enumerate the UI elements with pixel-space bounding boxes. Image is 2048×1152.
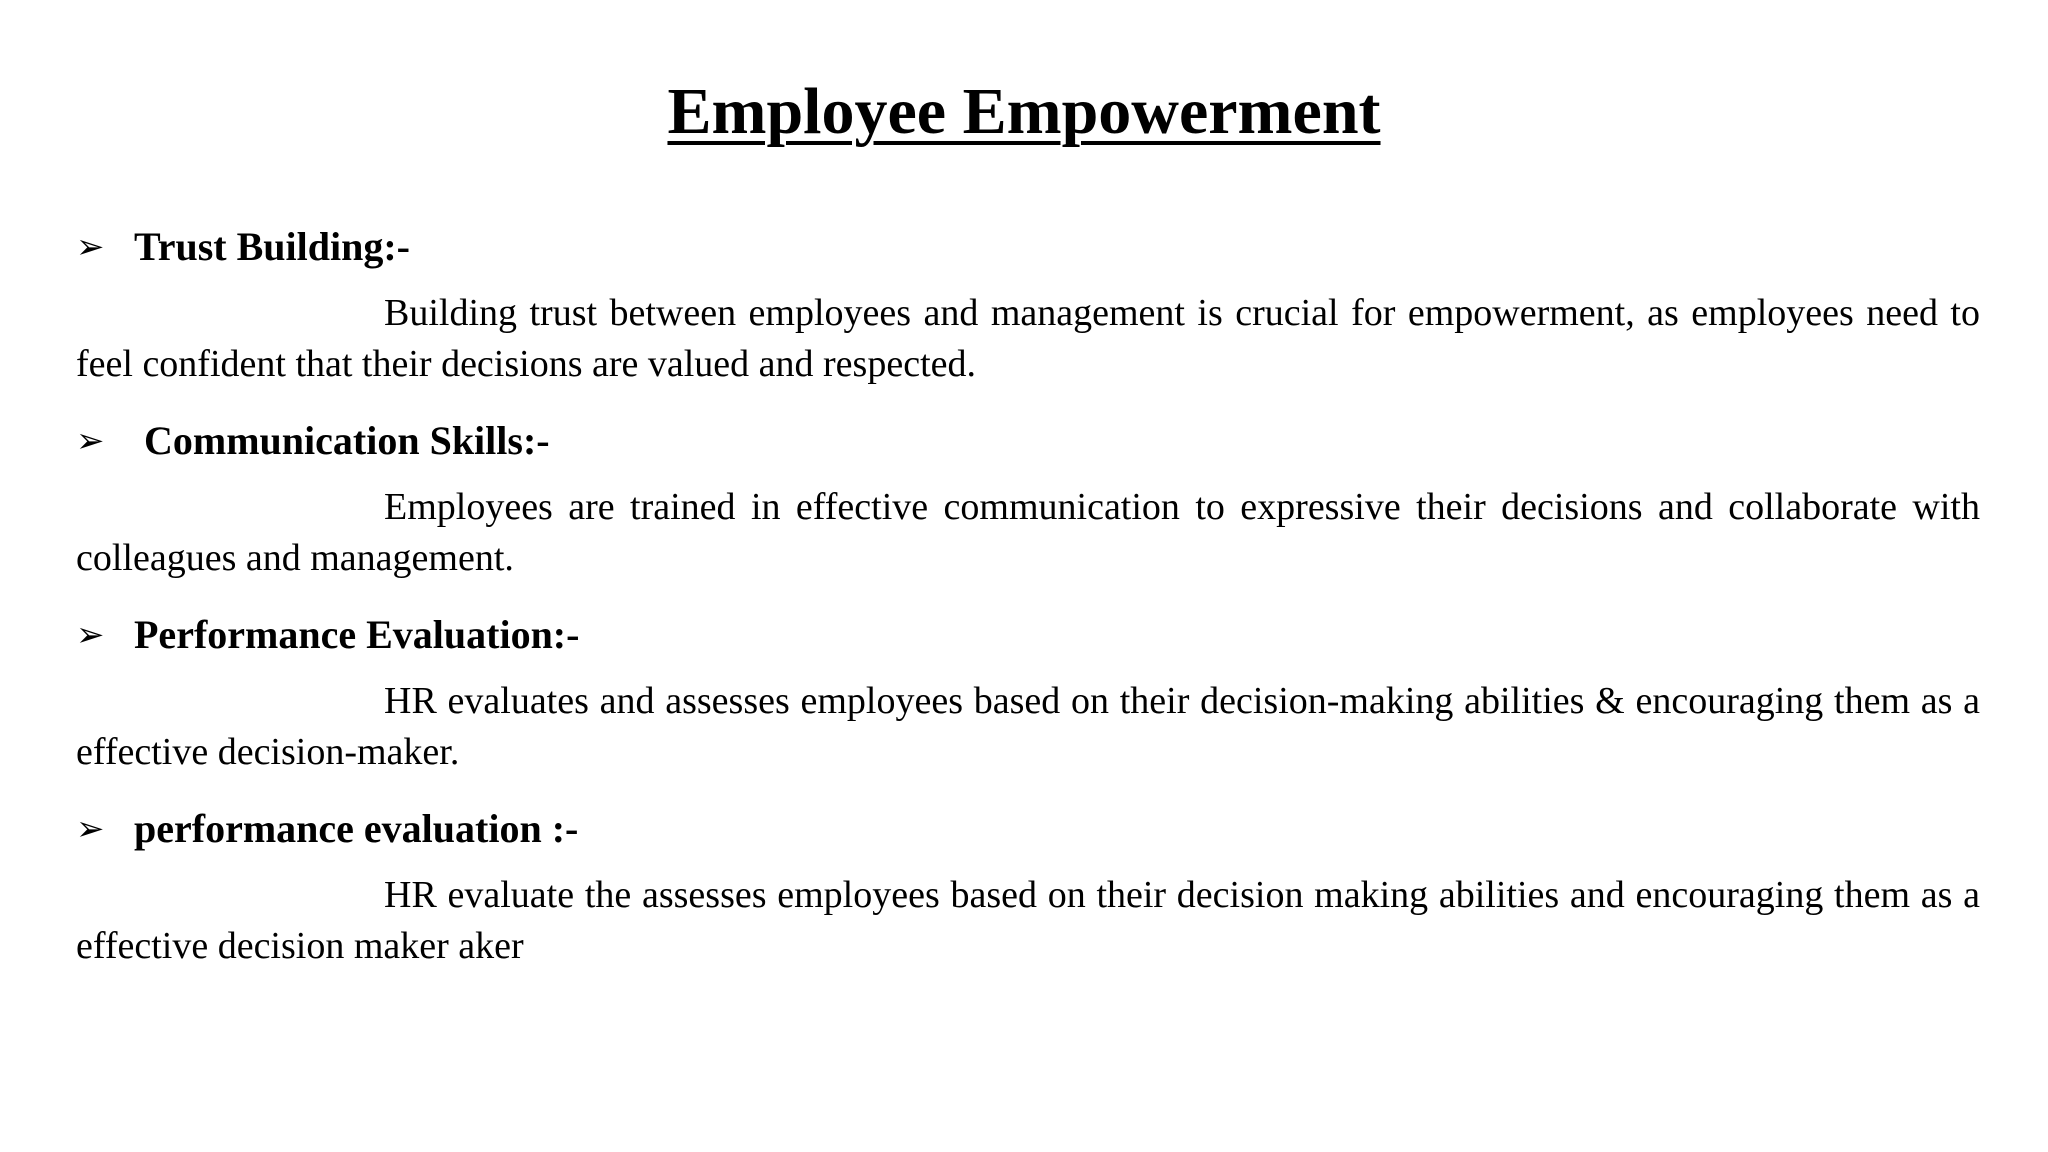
- section-body: Employees are trained in effective communication to expressive their decisions and collaborate with colleagues and management.: [76, 486, 1980, 579]
- section-heading: [76, 218, 1980, 276]
- section-heading-label: performance evaluation :-: [134, 806, 579, 851]
- arrow-bullet-icon: ➢: [76, 615, 105, 655]
- section-heading-label: Trust Building:-: [134, 224, 410, 269]
- section-heading: [76, 800, 1980, 858]
- section-heading-label: Communication Skills:-: [144, 418, 550, 463]
- section-heading-label: Performance Evaluation:-: [134, 612, 580, 657]
- slide-title: Employee Empowerment: [667, 75, 1381, 148]
- section-communication-skills: [76, 412, 1980, 584]
- section-performance-evaluation: [76, 606, 1980, 778]
- arrow-bullet-icon: ➢: [76, 227, 105, 267]
- section-trust-building: [76, 218, 1980, 390]
- section-body: HR evaluate the assesses employees based on their decision making abilities and encouraging them as a effective decision maker aker: [76, 874, 1980, 967]
- slide-content: [76, 218, 1980, 994]
- section-heading: [76, 606, 1980, 664]
- section-body: Building trust between employees and management is crucial for empowerment, as employees need to feel confident that their decisions are valued and respected.: [76, 292, 1980, 385]
- section-body: HR evaluates and assesses employees based on their decision-making abilities & encouraging them as a effective decision-maker.: [76, 680, 1980, 773]
- section-heading: [76, 412, 1980, 470]
- section-performance-evaluation-2: [76, 800, 1980, 972]
- arrow-bullet-icon: ➢: [76, 809, 105, 849]
- arrow-bullet-icon: ➢: [76, 421, 105, 461]
